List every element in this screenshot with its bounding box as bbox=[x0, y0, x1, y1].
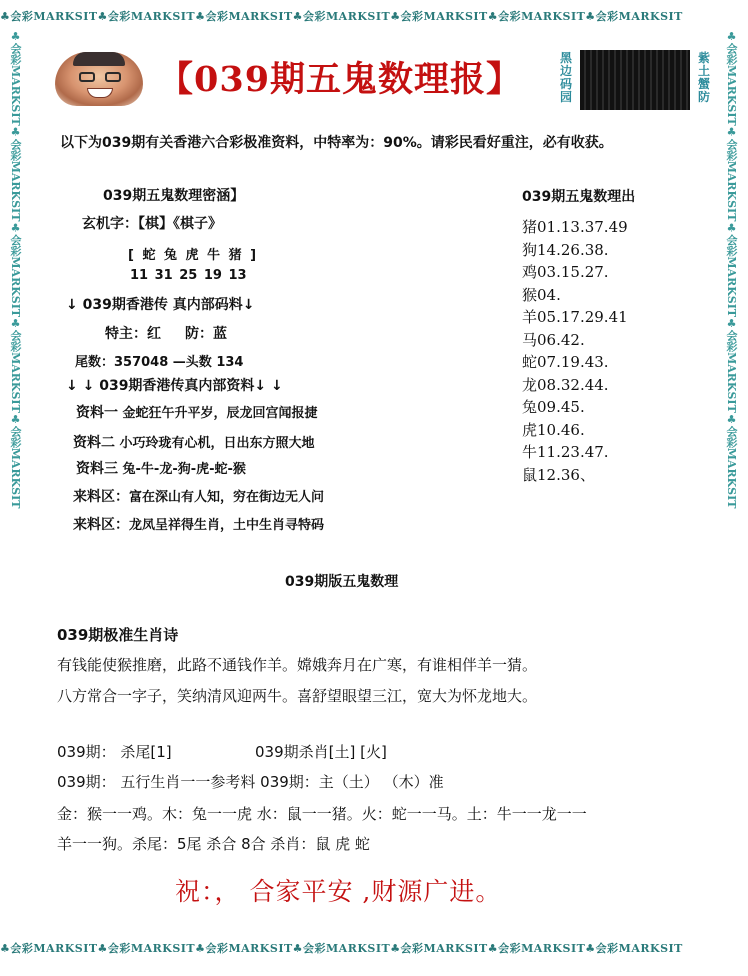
tail-numbers: 尾数：357048 —头数 134 bbox=[75, 355, 244, 370]
riddle-text: 玄机字：【棋】《棋子》 bbox=[82, 216, 222, 232]
portrait-image bbox=[55, 52, 143, 106]
list-item: 鼠12.36、 bbox=[522, 465, 595, 484]
blessing-text: 祝：， 合家平安 ,财源广进。 bbox=[175, 877, 502, 906]
bottom-border-watermark: ♣会彩MARKSIT♣会彩MARKSIT♣会彩MARKSIT♣会彩MARKSIT♣会彩MARKSIT♣会彩MARKSIT♣会彩MARKSIT bbox=[0, 942, 683, 955]
list-item: 狗14.26.38. bbox=[522, 240, 609, 259]
list-item: 马06.42. bbox=[522, 330, 585, 349]
right-border-watermark: ♣会彩MARKSIT♣会彩MARKSIT♣会彩MARKSIT♣会彩MARKSIT♣会彩MARKSIT bbox=[725, 30, 738, 509]
list-item: 猪01.13.37.49 bbox=[522, 218, 628, 236]
poem-title: 039期极准生肖诗 bbox=[57, 626, 179, 644]
secret-title: 039期五鬼数理密涵】 bbox=[103, 188, 245, 204]
side-label-right: 紫 土 蟹 防 bbox=[697, 51, 710, 104]
five-elements-line: 039期： 五行生肖一一参考料 039期：主（土） （木）准 bbox=[57, 773, 444, 791]
section-title: 039期版五鬼数理 bbox=[285, 574, 399, 590]
material-4: 来料区：富在深山有人知，穷在街边无人问 bbox=[73, 489, 325, 505]
list-item: 鸡03.15.27. bbox=[522, 263, 609, 281]
qr-code-image bbox=[580, 50, 690, 110]
material-3: 资料三 兔-牛-龙-狗-虎-蛇-猴 bbox=[76, 461, 246, 477]
zodiac-group: [ 蛇 兔 虎 牛 猪 ] bbox=[128, 248, 259, 263]
list-item: 牛11.23.47. bbox=[522, 443, 609, 461]
list-item: 蛇07.19.43. bbox=[522, 353, 609, 371]
list-item: 兔09.45. bbox=[522, 398, 585, 416]
top-border-watermark: ♣会彩MARKSIT♣会彩MARKSIT♣会彩MARKSIT♣会彩MARKSIT♣会彩MARKSIT♣会彩MARKSIT♣会彩MARKSIT bbox=[0, 10, 683, 23]
poem-line-2: 八方常合一字子，笑纳清风迎两牛。喜舒望眼望三江，宽大为怀龙地大。 bbox=[57, 687, 538, 705]
inner-material-title: ↓ ↓ 039期香港传真内部资料↓ ↓ bbox=[66, 378, 283, 394]
left-border-watermark: ♣会彩MARKSIT♣会彩MARKSIT♣会彩MARKSIT♣会彩MARKSIT♣会彩MARKSIT bbox=[9, 30, 22, 509]
kill-zodiac: 039期杀肖[土] [火] bbox=[255, 743, 387, 761]
list-item: 羊05.17.29.41 bbox=[522, 308, 628, 326]
list-item: 猴04. bbox=[522, 285, 561, 304]
inner-code-title: ↓ 039期香港传 真内部码料↓ bbox=[66, 297, 255, 313]
zodiac-number-list bbox=[522, 216, 628, 486]
poem-line-1: 有钱能使猴推磨，此路不通钱作羊。嫦娥奔月在广寒，有谁相伴羊一猜。 bbox=[57, 656, 538, 674]
material-2: 资料二 小巧玲珑有心机，日出东方照大地 bbox=[73, 435, 315, 451]
kill-tail: 039期： 杀尾[1] bbox=[57, 743, 172, 761]
list-item: 虎10.46. bbox=[522, 420, 585, 439]
zodiac-numbers: 11 31 25 19 13 bbox=[130, 268, 247, 283]
elements-line-1: 金：猴一一鸡。木：兔一一虎 水：鼠一一猪。火：蛇一一马。土：牛一一龙一一 bbox=[57, 805, 587, 823]
elements-line-2: 羊一一狗。杀尾：5尾 杀合 8合 杀肖：鼠 虎 蛇 bbox=[57, 835, 370, 853]
side-label-left: 黑 边 码 园 bbox=[559, 51, 572, 104]
material-5: 来料区：龙凤呈祥得生肖，土中生肖寻特码 bbox=[73, 517, 325, 533]
right-column-title: 039期五鬼数理出 bbox=[522, 189, 636, 205]
intro-text: 以下为039期有关香港六合彩极准资料，中特率为：90%。请彩民看好重注，必有收获。 bbox=[60, 135, 613, 151]
qr-code-area bbox=[555, 50, 715, 110]
page-title: 【039期五鬼数理报】 bbox=[158, 59, 523, 100]
material-1: 资料一 金蛇狂午升平岁，辰龙回宫闻报捷 bbox=[76, 405, 318, 421]
list-item: 龙08.32.44. bbox=[522, 375, 609, 394]
special-line: 特主：红 防：蓝 bbox=[105, 326, 227, 342]
